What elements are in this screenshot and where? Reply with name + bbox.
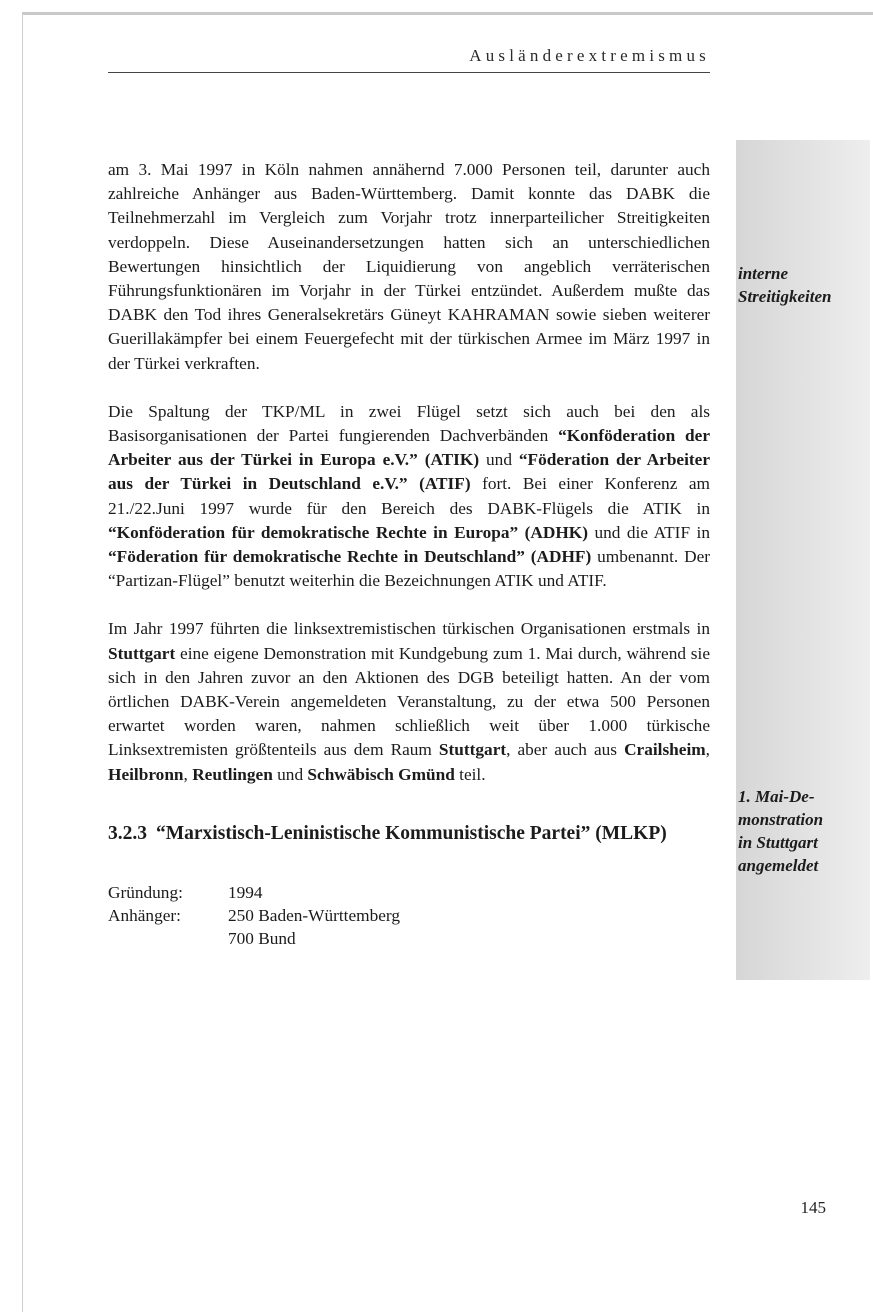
- fact-label: Gründung:: [108, 882, 183, 902]
- text-run: ,: [705, 740, 710, 760]
- section-heading: [108, 821, 710, 847]
- margin-note-line: monstration: [738, 810, 824, 829]
- header-rule: [108, 72, 710, 73]
- facts-table: [108, 881, 710, 950]
- margin-note-interne-streitigkeiten: [738, 262, 870, 308]
- text-run: , aber auch aus: [506, 740, 625, 760]
- margin-note-line: in Stuttgart: [738, 833, 818, 852]
- text-run: eine eigene Demonstration mit Kundgebung zum 1. Mai durch, während sie sich in den Jahren zuvor an den Aktionen des DGB beteiligt hatten. An der vom örtlichen DABK-Verein angemeldeten Veranstaltung, zu der etwa 500 Personen erwartet worden waren, nahmen schließlich weit über 1.000 türkische Linksextremisten größtenteils aus dem Raum: [108, 643, 710, 760]
- org-name-adhk: “Konföderation für demokratische Rechte in Europa” (ADHK): [108, 522, 588, 542]
- text-run: teil.: [454, 764, 486, 784]
- fact-label: [108, 927, 228, 950]
- text-run: und die ATIF in: [587, 522, 710, 542]
- fact-value: 700 Bund: [228, 928, 296, 948]
- fact-value: 1994: [228, 882, 263, 902]
- margin-note-line: interne: [738, 264, 789, 283]
- margin-note-line: angemeldet: [738, 856, 819, 875]
- margin-note-mai-demonstration: [738, 785, 870, 877]
- fact-value: 250 Baden-Württemberg: [228, 905, 400, 925]
- paragraph-1: am 3. Mai 1997 in Köln nahmen annähernd 7.000 Personen teil, darunter auch zahlreiche Anhänger aus Baden-Württemberg. Damit konnte das DABK die Teilnehmerzahl im Vergleich zum Vorjahr trotz innerparteilicher Streitigkeiten verdoppeln. Diese Auseinandersetzungen hatten sich an unterschiedlichen Bewertungen hinsichtlich der Liquidierung von angeblich verräterischen Führungsfunktionären im Vorjahr in der Türkei entzündet. Außerdem mußte das DABK den Tod ihres Generalsekretärs Güneyt KAHRAMAN sowie sieben weiterer Guerillakämpfer bei einem Feuergefecht mit der türkischen Armee im März 1997 in der Türkei verkraften.: [108, 160, 710, 373]
- section-number: 3.2.3: [108, 822, 147, 844]
- place-reutlingen: Reutlingen: [192, 764, 273, 784]
- paragraph-2: [108, 400, 710, 594]
- text-run: fort. Bei einer Konferenz am 21./22.Juni 1997 wurde für den Bereich des DABK-Flügels die ATIK in: [108, 474, 710, 518]
- place-crailsheim: Crailsheim: [624, 740, 706, 760]
- org-name-adhf: “Föderation für demokratische Rechte in Deutschland” (ADHF): [108, 547, 592, 567]
- text-run: und: [272, 764, 308, 784]
- org-name-atif: “Föderation der Arbeiter aus der Türkei in Deutschland e.V.” (ATIF): [108, 450, 710, 494]
- place-heilbronn: Heilbronn: [108, 764, 184, 784]
- place-stuttgart: Stuttgart: [438, 740, 507, 760]
- running-header: Ausländerextremismus: [469, 46, 710, 65]
- place-schwaebisch-gmuend: Schwäbisch Gmünd: [307, 764, 455, 784]
- margin-note-line: Streitigkeiten: [738, 287, 832, 306]
- text-run: ,: [183, 764, 193, 784]
- text-run: umbenannt. Der “Partizan-Flügel” benutzt weiterhin die Bezeichnungen ATIK und ATIF.: [108, 547, 710, 591]
- text-run: und: [479, 450, 519, 470]
- text-run: Die Spaltung der TKP/ML in zwei Flügel setzt sich auch bei den als Basisorganisationen der Partei fungierenden Dachverbänden: [108, 401, 710, 446]
- page-number: 145: [800, 1198, 826, 1217]
- margin-note-line: 1. Mai-De-: [738, 787, 815, 806]
- paragraph-3: [108, 617, 710, 786]
- text-run: Im Jahr 1997 führten die linksextremistischen türkischen Organisationen erstmals in: [108, 619, 710, 639]
- place-stuttgart: Stuttgart: [108, 643, 176, 663]
- fact-label: Anhänger:: [108, 905, 181, 925]
- section-title: “Marxistisch-Leninistische Kommunistische Partei” (MLKP): [156, 822, 667, 844]
- main-text: [108, 158, 710, 950]
- org-name-atik: “Konföderation der Arbeiter aus der Türkei in Europa e.V.” (ATIK): [108, 426, 711, 470]
